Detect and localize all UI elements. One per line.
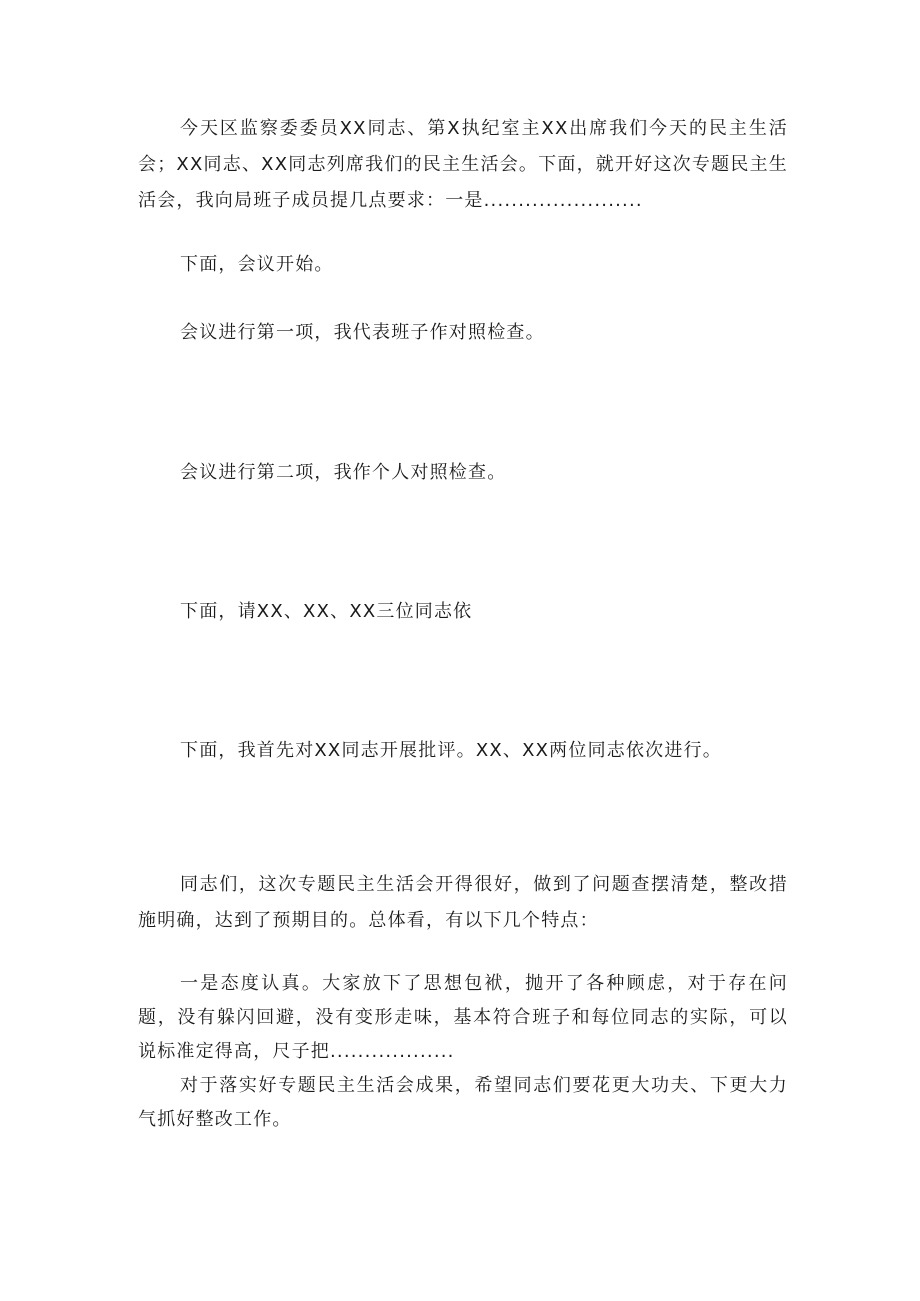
paragraph-criticism: 下面，我首先对XX同志开展批评。XX、XX两位同志依次进行。 [180,740,722,761]
paragraph-meeting-start: 下面，会议开始。 [180,254,334,275]
paragraph-three-comrades: 下面，请XX、XX、XX三位同志依 [180,601,473,622]
paragraph-feature-one: 一是态度认真。大家放下了思想包袱，抛开了各种顾虑，对于存在问题，没有躲闪回避，没有变形走味，基本符合班子和每位同志的实际，可以说标准定得高，尺子把.................. [138,973,788,1062]
paragraph-summary: 同志们，这次专题民主生活会开得很好，做到了问题查摆清楚，整改措施明确，达到了预期目的。总体看，有以下几个特点： [138,874,788,931]
paragraph-agenda-item-one: 会议进行第一项，我代表班子作对照检查。 [180,322,545,343]
paragraph-opening-remarks: 今天区监察委委员XX同志、第X执纪室主XX出席我们今天的民主生活会；XX同志、XX同志列席我们的民主生活会。下面，就开好这次专题民主生活会，我向局班子成员提几点要求：一是....................... [138,118,788,211]
paragraph-agenda-item-two: 会议进行第二项，我作个人对照检查。 [180,462,507,483]
paragraph-rectification: 对于落实好专题民主生活会成果，希望同志们要花更大功夫、下更大力气抓好整改工作。 [138,1075,788,1130]
